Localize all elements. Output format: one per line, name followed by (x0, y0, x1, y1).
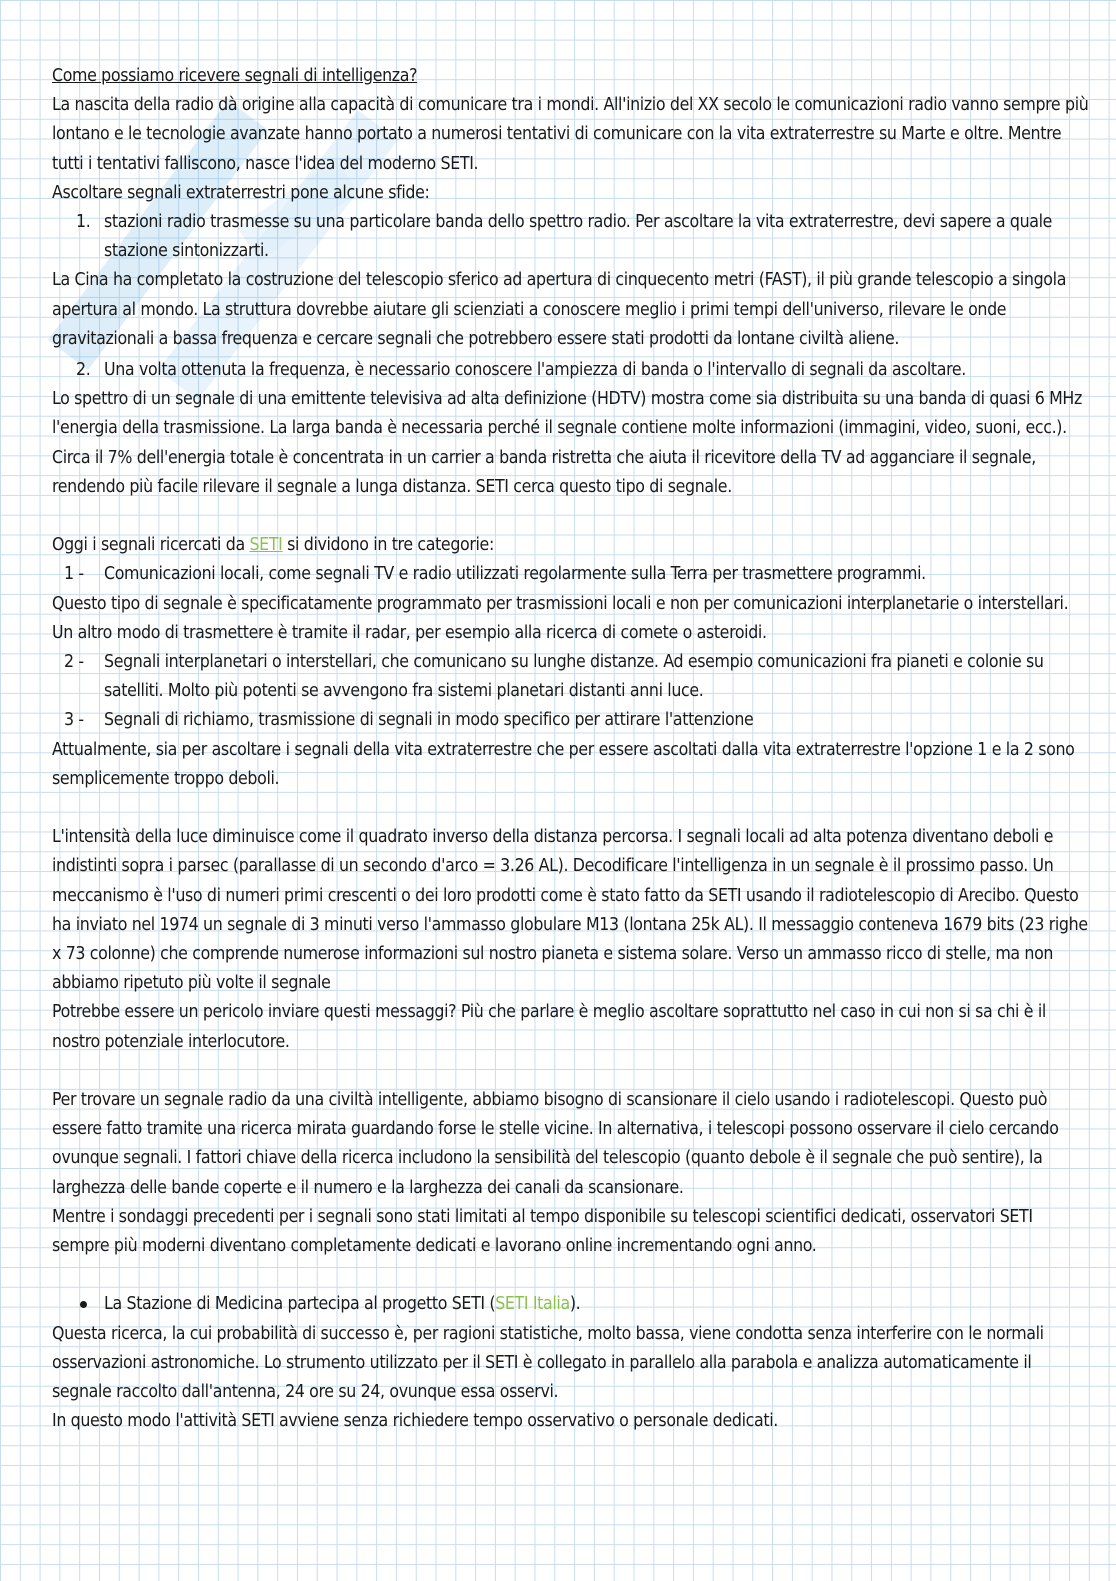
paragraph-fast-telescope: La Cina ha completato la costruzione del telescopio sferico ad apertura di cinquecento metri (FAST), il più grande telescopio a singola apertura al mondo. La struttura dovrebbe aiutare gli scienziati a conoscere meglio i primi tempi dell'universo, rilevare le onde gravitazionali a bassa frequenza e cercare segnali che potrebbero essere stati prodotti da lontane civiltà aliene. (52, 270, 1067, 349)
category-item-3 (52, 706, 1092, 735)
list-number: 2. (76, 360, 91, 381)
paragraph-scan-sky: Per trovare un segnale radio da una civiltà intelligente, abbiamo bisogno di scansionare il cielo usando i radiotelescopi. Questo può essere fatto tramite una ricerca mirata guardando forse le stelle vicine. In alternativa, i telescopi possono osservare il cielo cercando ovunque segnali. I fattori chiave della ricerca includono la sensibilità del telescopio (quanto debole è il segnale che può sentire), la larghezza delle bande coperte e il numero e la larghezza dei canali da scansionare. (52, 1090, 1059, 1198)
category-number: 3 - (64, 710, 84, 731)
paragraph-categories-intro (52, 531, 1092, 560)
category-text: Segnali di richiamo, trasmissione di segnali in modo specifico per attirare l'attenzione (104, 710, 754, 731)
paragraph-challenges-intro: Ascoltare segnali extraterrestri pone alcune sfide: (52, 182, 430, 203)
list-item-text: stazioni radio trasmesse su una particolare banda dello spettro radio. Per ascoltare la vita extraterrestre, devi sapere a quale stazione sintonizzarti. (104, 212, 1053, 262)
bullet-text: La Stazione di Medicina partecipa al progetto SETI ( (104, 1294, 496, 1315)
bullet-text-end: ). (569, 1294, 581, 1315)
category-text: Segnali interplanetari o interstellari, che comunicano su lunghe distanze. Ad esempio comunicazioni fra pianeti e colonie su satelliti. Molto più potenti se avvengono fra sistemi planetari distanti anni luce. (104, 652, 1044, 702)
list-item-challenge-2 (52, 356, 1092, 385)
paragraph-research-probability: Questa ricerca, la cui probabilità di successo è, per ragioni statistiche, molto bassa, viene condotta senza interferire con le normali osservazioni astronomiche. Lo strumento utilizzato per il SETI è collegato in parallelo alla parabola e analizza automaticamente il segnale raccolto dall'antenna, 24 ore su 24, ovunque essa osservi. (52, 1323, 1044, 1403)
paragraph-danger-question: Potrebbe essere un pericolo inviare questi messaggi? Più che parlare è meglio ascoltare soprattutto nel caso in cui non si sa chi è il nostro potenziale interlocutore. (52, 1002, 1046, 1052)
categories-intro-text: Oggi i segnali ricercati da (52, 535, 250, 556)
list-item-text: Una volta ottenuta la frequenza, è necessario conoscere l'ampiezza di banda o l'intervallo di segnali da ascoltare. (104, 360, 966, 381)
category-number: 1 - (64, 564, 84, 585)
spacer (52, 502, 1092, 531)
paragraph-seti-observatories: Mentre i sondaggi precedenti per i segnali sono stati limitati al tempo disponibile su telescopi scientifici dedicati, osservatori SETI sempre più moderni diventano completamente dedicati e lavorano online incrementando ogni anno. (52, 1206, 1033, 1257)
spacer (52, 794, 1092, 823)
paragraph-hdtv-spectrum: Lo spettro di un segnale di una emittente televisiva ad alta definizione (HDTV) mostra come sia distribuita su una banda di quasi 6 MHz l'energia della trasmissione. La larga banda è necessaria perché il segnale contiene molte informazioni (immagini, video, suoni, ecc.). Circa il 7% dell'energia totale è concentrata in un carrier a banda ristretta che aiuta il ricevitore della TV ad agganciare il segnale, rendendo più facile rilevare il segnale a lunga distanza. SETI cerca questo tipo di segnale. (52, 389, 1082, 497)
document-page (52, 62, 1092, 1436)
bullet-item-medicina (52, 1290, 1092, 1319)
categories-intro-text-end: si dividono in tre categorie: (282, 535, 494, 556)
paragraph-radio-history: La nascita della radio dà origine alla capacità di comunicare tra i mondi. All'inizio del XX secolo le comunicazioni radio vanno sempre più lontano e le tecnologie avanzate hanno portato a numerosi tentativi di comunicare con la vita extraterrestre su Marte e oltre. Mentre tutti i tentativi falliscono, nasce l'idea del moderno SETI. (52, 95, 1089, 174)
category-item-2 (52, 648, 1092, 706)
list-item-challenge-1 (52, 208, 1092, 266)
seti-italia-link[interactable]: SETI Italia (495, 1294, 570, 1315)
category-item-1 (52, 560, 1092, 589)
list-number: 1. (76, 212, 91, 233)
spacer (52, 1261, 1092, 1290)
paragraph-seti-activity: In questo modo l'attività SETI avviene senza richiedere tempo osservativo o personale dedicati. (52, 1411, 778, 1432)
paragraph-local-signals: Questo tipo di segnale è specificatamente programmato per trasmissioni locali e non per comunicazioni interplanetarie o interstellari. Un altro modo di trasmettere è tramite il radar, per esempio alla ricerca di comete o asteroidi. (52, 593, 1069, 643)
category-text: Comunicazioni locali, come segnali TV e radio utilizzati regolarmente sulla Terra per trasmettere programmi. (104, 564, 926, 585)
seti-link[interactable]: SETI (249, 535, 283, 556)
paragraph-options-weak: Attualmente, sia per ascoltare i segnali della vita extraterrestre che per essere ascoltati dalla vita extraterrestre l'opzione 1 e la 2 sono semplicemente troppo deboli. (52, 739, 1075, 789)
spacer (52, 1057, 1092, 1086)
paragraph-light-intensity: L'intensità della luce diminuisce come il quadrato inverso della distanza percorsa. I segnali locali ad alta potenza diventano deboli e indistinti sopra i parsec (parallasse di un secondo d'arco = 3.26 AL). Decodificare l'intelligenza in un segnale è il prossimo passo. Un meccanismo è l'uso di numeri primi crescenti o dei loro prodotti come è stato fatto da SETI usando il radiotelescopio di Arecibo. Questo ha inviato nel 1974 un segnale di 3 minuti verso l'ammasso globulare M13 (lontana 25k AL). Il messaggio conteneva 1679 bits (23 righe x 73 colonne) che comprende numerose informazioni sul nostro pianeta e sistema solare. Verso un ammasso ricco di stelle, ma non abbiamo ripetuto più volte il segnale (52, 827, 1088, 994)
page-title: Come possiamo ricevere segnali di intelligenza? (52, 66, 418, 86)
category-number: 2 - (64, 652, 84, 673)
bullet-icon (80, 1301, 87, 1308)
